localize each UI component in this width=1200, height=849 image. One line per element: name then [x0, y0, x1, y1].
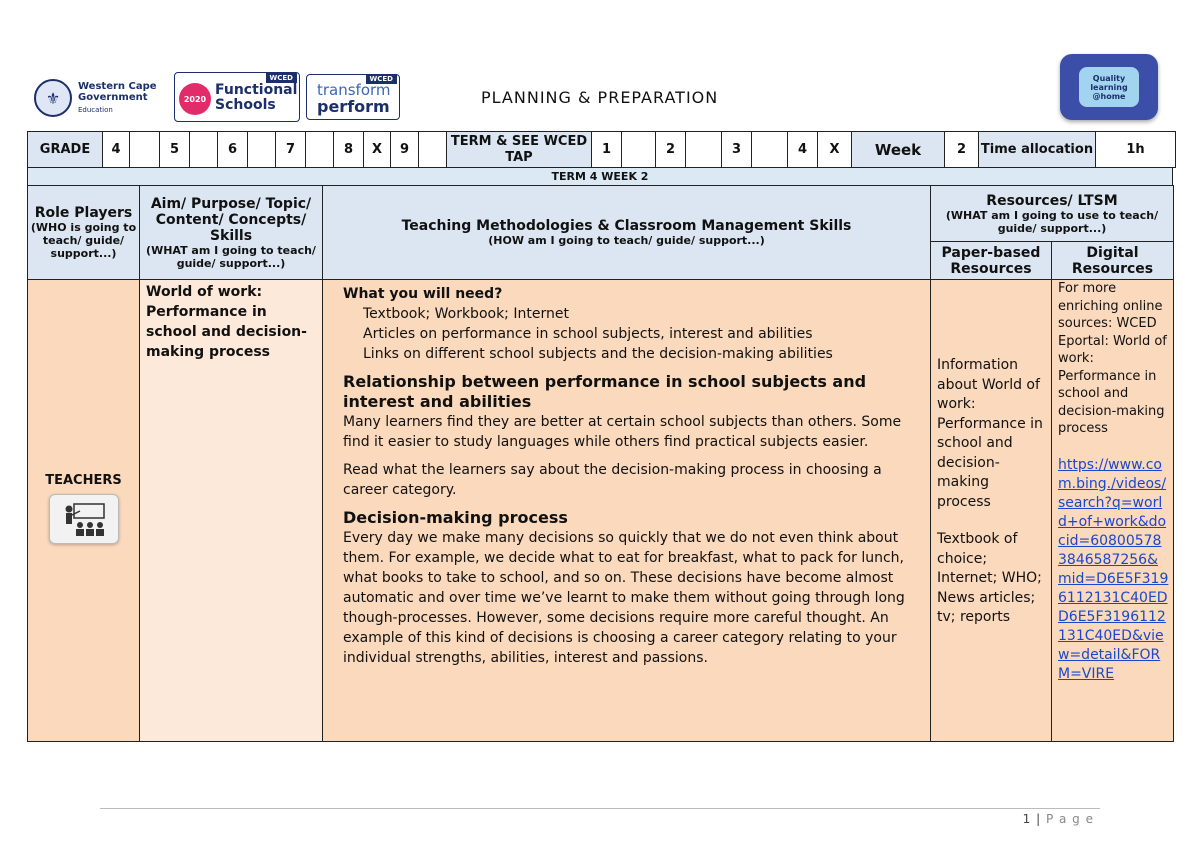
- time-allocation-value: 1h: [1096, 132, 1176, 168]
- week-value: 2: [945, 132, 979, 168]
- time-allocation-label: Time allocation: [979, 132, 1096, 168]
- aim-subtitle: (WHAT am I going to teach/ guide/ support...): [146, 243, 316, 270]
- planning-table: [27, 185, 1174, 742]
- paper-based-header: Paper-based Resources: [931, 242, 1052, 280]
- transform-perform-logo: [306, 74, 400, 120]
- digital-header: Digital Resources: [1052, 242, 1174, 280]
- ql-logo-line1: Quality: [1092, 73, 1126, 83]
- grade-5-mark: [190, 132, 218, 168]
- term-week-banner: TERM 4 WEEK 2: [28, 168, 1173, 186]
- need-item: Articles on performance in school subjects, interest and abilities: [363, 326, 813, 342]
- resources-title: Resources/ LTSM: [986, 192, 1118, 209]
- crest-icon: ⚜: [34, 79, 72, 117]
- term-banner-table: [27, 167, 1173, 186]
- paragraph-read-learners: Read what the learners say about the decision-making process in choosing a career category.: [343, 462, 882, 498]
- grade-7-mark: [306, 132, 334, 168]
- paper-resources-cell: [931, 280, 1052, 742]
- functional-schools-logo: [174, 72, 300, 122]
- need-item: Textbook; Workbook; Internet: [363, 306, 569, 322]
- wc-logo-line2: Government: [78, 91, 148, 103]
- role-label: TEACHERS: [45, 473, 122, 488]
- fs-logo-line2: Schools: [215, 97, 276, 113]
- grade-label: GRADE: [28, 132, 103, 168]
- need-item: Links on different school subjects and the decision-making abilities: [363, 346, 833, 362]
- term-4: 4: [788, 132, 818, 168]
- teacher-classroom-icon: [49, 494, 119, 544]
- term-1-mark: [622, 132, 656, 168]
- method-title: Teaching Methodologies & Classroom Management Skills: [401, 218, 852, 234]
- week-label: Week: [852, 132, 945, 168]
- method-header: [323, 186, 931, 280]
- grade-4-mark: [130, 132, 160, 168]
- digital-resource-intro: For more enriching online sources: WCED Eportal: World of work: Performance in school and decision-making process: [1058, 281, 1167, 436]
- role-cell: [28, 280, 140, 742]
- paragraph-decisions: Every day we make many decisions so quickly that we do not even think about them. For example, we decide what to eat for breakfast, what to pack for lunch, what books to take to school, and so on. These decisions have become almost automatic and over time we’ve learnt to make them without going through long though-processes. However, some decisions require more careful thought. An example of this kind of decisions is choosing a career category relating to your individual strengths, abilities, interest and passions.: [343, 530, 905, 666]
- page-label: P a g e: [1045, 812, 1094, 826]
- resources-header: [931, 186, 1174, 242]
- need-title: What you will need?: [343, 286, 503, 302]
- ql-logo-line2: learning: [1090, 82, 1128, 92]
- western-cape-government-logo: [34, 76, 166, 120]
- role-players-title: Role Players: [34, 205, 133, 221]
- term-3: 3: [722, 132, 752, 168]
- term-label: TERM & SEE WCED TAP: [447, 132, 592, 168]
- term-4-mark: X: [818, 132, 852, 168]
- grade-8: 8: [334, 132, 364, 168]
- grade-4: 4: [103, 132, 130, 168]
- paper-resource-info: Information about World of work: Performance in school and decision-making process: [937, 357, 1043, 510]
- method-subtitle: (HOW am I going to teach/ guide/ support...): [488, 234, 765, 247]
- paper-resource-list: Textbook of choice; Internet; WHO; News articles; tv; reports: [937, 531, 1042, 625]
- aim-header: [140, 186, 323, 280]
- page-header: [34, 68, 1166, 132]
- fs-logo-line1: Functional: [215, 82, 298, 98]
- grade-6: 6: [218, 132, 248, 168]
- section-heading-relationship: Relationship between performance in school subjects and interest and abilities: [343, 372, 867, 411]
- grade-9: 9: [391, 132, 419, 168]
- methodology-cell: [323, 280, 931, 742]
- term-3-mark: [752, 132, 788, 168]
- term-2: 2: [656, 132, 686, 168]
- tp-logo-line1: transform: [317, 81, 391, 99]
- fs-year-circle: 2020: [179, 83, 211, 115]
- wc-logo-line1: Western Cape: [78, 80, 157, 92]
- grade-term-table: [27, 131, 1176, 168]
- ql-logo-line3: @home: [1092, 91, 1126, 101]
- section-heading-decision: Decision-making process: [343, 508, 568, 527]
- wc-logo-line3: Education: [78, 105, 113, 114]
- page-number: 1 | P a g e: [1022, 812, 1094, 826]
- topic-cell: World of work: Performance in school and decision-making process: [140, 280, 323, 742]
- term-2-mark: [686, 132, 722, 168]
- role-players-header: [28, 186, 140, 280]
- digital-resources-cell: [1052, 280, 1174, 742]
- tp-logo-line2: perform: [317, 97, 390, 116]
- grade-7: 7: [276, 132, 306, 168]
- digital-resource-link[interactable]: https://www.com.bing./videos/search?q=world+of+work&docid=608005783846587256&mid=D6E5F3196112131C40EDD6E5F3196112131C40ED&view=detail&FORM=VIRE: [1058, 456, 1169, 682]
- role-players-subtitle: (WHO is going to teach/ guide/ support...): [30, 221, 137, 260]
- grade-5: 5: [160, 132, 190, 168]
- fs-wced-badge: WCED: [266, 73, 297, 83]
- grade-8-mark: X: [364, 132, 391, 168]
- grade-9-mark: [419, 132, 447, 168]
- tp-wced-badge: WCED: [366, 74, 397, 84]
- page-number-value: 1: [1022, 812, 1032, 826]
- grade-6-mark: [248, 132, 276, 168]
- aim-title: Aim/ Purpose/ Topic/ Content/ Concepts/ Skills: [150, 195, 312, 244]
- term-1: 1: [592, 132, 622, 168]
- page-title: PLANNING & PREPARATION: [481, 88, 719, 107]
- paragraph-performance: Many learners find they are better at certain school subjects than others. Some find it easier to study languages while others find practical subjects easier.: [343, 414, 902, 450]
- quality-learning-home-logo: [1060, 54, 1158, 120]
- resources-subtitle: (WHAT am I going to use to teach/ guide/ support...): [945, 208, 1159, 235]
- footer-divider: [100, 808, 1100, 809]
